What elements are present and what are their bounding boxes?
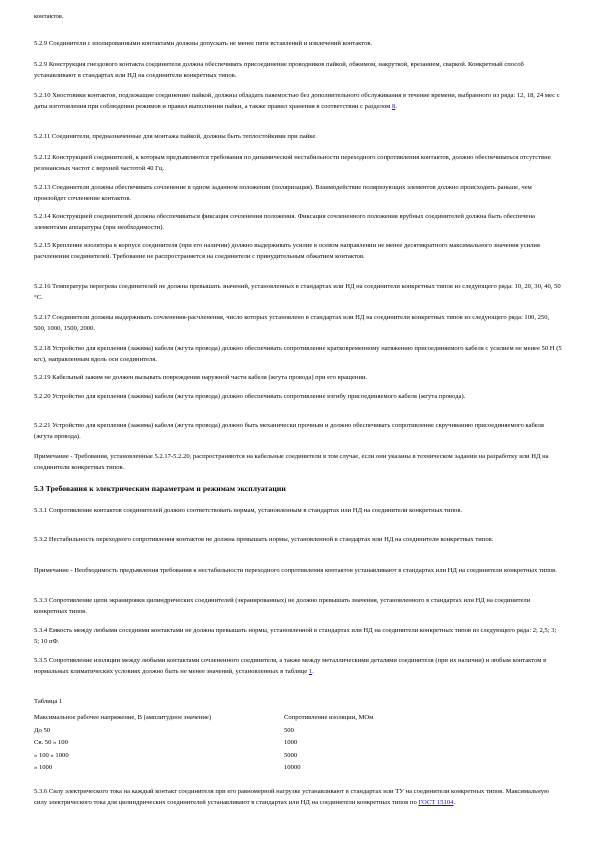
clause-5-2-10-end: .	[395, 102, 397, 110]
clause-5-3-4: 5.3.4 Емкость между любыми соседними контактами не должна превышать нормы, установленной в стандартах или НД на соединители конкретных типов из следующего ряда: 2; 2,5; 3; 5; 10 пФ.	[34, 627, 557, 645]
table-row	[34, 726, 484, 739]
table-cell-voltage: » 100 » 1000	[34, 751, 69, 759]
clause-5-3-5-end: .	[312, 667, 314, 675]
clause-5-2-15: 5.2.15 Крепление изолятора в корпусе соединителя (при его наличии) должно выдерживать усилие в осевом направлении не менее десятикратного максимального значения усилия расчленения соединителей. Требование не распространяется на соединители с принудительным обжатием контактов.	[34, 242, 540, 260]
table-cell-voltage: Св. 50 » 100	[34, 739, 68, 746]
table-header-resistance: Сопротивление изоляции, МОм	[284, 714, 374, 721]
note-5-3: Примечание - Необходимость предъявления требования к нестабильности переходного сопротивления контактов устанавливают в стандартах или НД на соединители конкретных типов.	[34, 567, 557, 574]
section-title-5-3: 5.3 Требования к электрическим параметрам и режимам эксплуатации	[34, 484, 286, 493]
clause-5-3-1: 5.3.1 Сопротивление контактов соединителей должно соответствовать нормам, установленным в стандартах или НД на соединители конкретных типов.	[34, 507, 463, 514]
clause-5-2-13: 5.2.13 Соединители должны обеспечивать сочленение в одном заданном положении (поляризация). Взаимодействие поляризующих элементов должно происходить раньше, чем произойдет сочленение контактов.	[34, 184, 532, 202]
clause-5-3-3: 5.3.3 Сопротивление цепи экранировки цилиндрических соединителей (экранированных) не должно превышать значения, установленного в стандартах или НД на соединители конкретных типов.	[34, 597, 531, 615]
table-row	[34, 738, 484, 751]
clause-5-3-6	[34, 787, 562, 808]
note-5-2: Примечание - Требования, установленные 5.2.17-5.2.20, распространяются на кабельные соединители в том случае, если они указаны в техническом задании на разработку или НД на соединители конкретных типов.	[34, 453, 549, 471]
clause-5-2-18: 5.2.18 Устройство для крепления (зажима) кабеля (жгута провода) должно обеспечивать сопротивление кратковременному натяжению присоединяемого кабеля с усилием не менее 50 Н (5 кгс), направленным вдоль оси соединителя.	[34, 345, 562, 363]
clause-5-2-11: 5.2.11 Соединители, предназначенные для монтажа пайкой, должны быть теплостойкими при пайке.	[34, 133, 317, 140]
table-cell-voltage: » 1000	[34, 764, 53, 771]
clause-5-3-2: 5.3.2 Нестабильность переходного сопротивления контактов не должна превышать нормы, установленной в стандартах или НД на соединители конкретных типов.	[34, 536, 494, 543]
clause-5-3-5-text: 5.3.5 Сопротивление изоляции между любыми контактами сочлененного соединителя, а также между металлическими деталями соединителя (при их наличии) и любым контактом в нормальных климатических условиях должно быть не менее значений, установленных в таблице	[34, 657, 547, 675]
clause-5-2-14: 5.2.14 Конструкцией соединителей должна обеспечиваться фиксация сочленения положения. Фиксация сочлененного положения врубных соединителей должна быть обеспечена элементами аппаратуры (при необходимости).	[34, 213, 535, 231]
clause-5-3-6-end: .	[453, 798, 456, 806]
table-cell-resistance: 5000	[284, 751, 298, 759]
clause-5-2-9-construction: 5.2.9 Конструкция гнездового контакта соединителя должна обеспечивать присоединение проводников пайкой, обжимом, накруткой, врезанием, сваркой. Конкретный способ устанавливают в стандартах или НД на соединители конкретных типов.	[34, 61, 524, 79]
table-1-link[interactable]: 1	[308, 667, 313, 675]
clause-5-2-16: 5.2.16 Температура перегрева соединителей не должна превышать значений, установленных в стандартах или НД на соединители конкретных типов из следующего ряда: 10, 20, 30, 40, 50 °С.	[34, 283, 561, 301]
table-cell-resistance: 500	[284, 726, 294, 734]
continued-text: контактов.	[34, 13, 64, 20]
clause-5-2-21: 5.2.21 Устройство для крепления (зажима) кабеля (жгута провода) должно быть механически прочным и должно обеспечивать сопротивление скручиванию присоединяемого кабеля (жгута провода).	[34, 422, 544, 440]
table-header-voltage: Максимальное рабочее напряжение, В (амплитудное значение)	[34, 714, 212, 721]
section-8-link[interactable]: 8	[391, 102, 396, 110]
clause-5-2-10-text: 5.2.10 Хвостовики контактов, подлежащие соединению пайкой, должны обладать паяемостью без дополнительного обслуживания в течение времени, выбранного из ряда: 12, 18, 24 мес с даты изготовления при соблюдении режимов и правил выполнения пайки, а также правил хранения в соответствии с разделом	[34, 92, 560, 110]
clause-5-2-10	[34, 91, 562, 112]
clause-5-2-19: 5.2.19 Кабельный зажим не должен вызывать повреждения наружной части кабеля (жгута провода) при его вращении.	[34, 374, 368, 381]
table-row	[34, 751, 484, 764]
table-cell-resistance: 1000	[284, 739, 298, 746]
table-caption: Таблица 1	[34, 698, 63, 705]
clause-5-2-20: 5.2.20 Устройство для крепления (зажима) кабеля (жгута провода) должно обеспечивать сопротивление изгибу присоединяемого кабеля (жгута провода).	[34, 393, 466, 400]
clause-5-3-6-text: 5.3.6 Силу электрического тока на каждый контакт соединителя при его равномерной нагрузке устанавливают в стандартах или ТУ на соединители конкретных типов. Максимальную силу электрического тока для цилиндрических соединителей устанавливают в стандартах или НД на соединители конкретных типов по	[34, 788, 550, 806]
clause-5-2-9: 5.2.9 Соединители с изолированными контактами должны допускать не менее пяти вставлений и извлечений контактов.	[34, 40, 373, 47]
clause-5-2-12: 5.2.12 Конструкцией соединителей, к которым предъявляются требования по динамической нестабильности переходного сопротивления контактов, должно обеспечиваться отсутствие резонансных частот с верхней частотой 40 Гц.	[34, 154, 551, 172]
table-row	[34, 763, 484, 776]
insulation-resistance-table	[34, 713, 484, 776]
gost-15104-link[interactable]: ГОСТ 15104	[418, 798, 454, 806]
clause-5-3-5	[34, 656, 562, 677]
table-header-row	[34, 713, 484, 726]
clause-5-2-17: 5.2.17 Соединители должны выдерживать сочленения-расчленения, число которых установлено в стандартах или НД на соединители конкретных типов из следующего ряда: 100, 250, 500, 1000, 1500, 2000.	[34, 314, 550, 332]
table-cell-resistance: 10000	[284, 764, 301, 771]
table-cell-voltage: До 50	[34, 726, 51, 734]
